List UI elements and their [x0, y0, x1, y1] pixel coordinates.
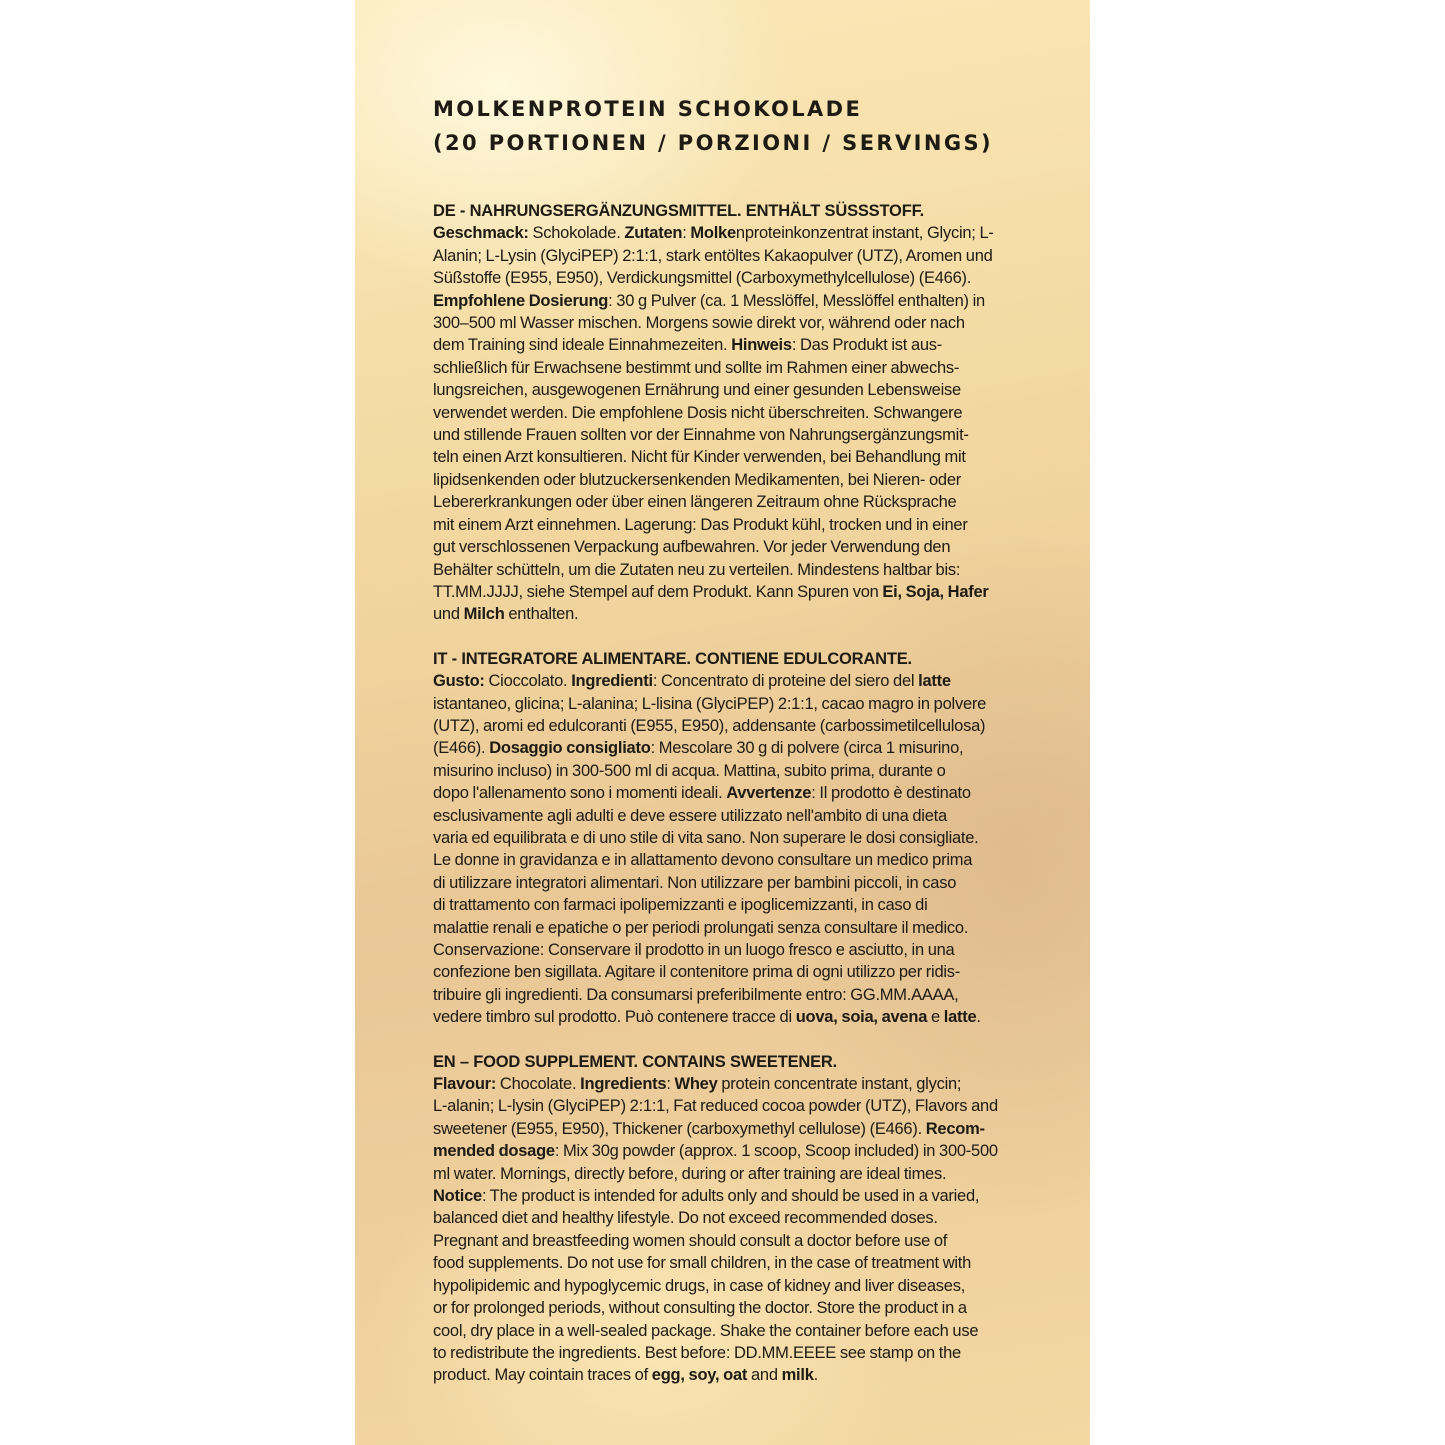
text-line: dopo l'allenamento sono i momenti ideali. Avvertenze: Il prodotto è destinato [433, 784, 971, 803]
label-content [433, 92, 1037, 1409]
section-it-heading: IT - INTEGRATORE ALIMENTARE. CONTIENE EDULCORANTE. [433, 649, 912, 668]
text-line: or for prolonged periods, without consulting the doctor. Store the product in a [433, 1299, 967, 1318]
section-de [433, 200, 1037, 626]
text-line: balanced diet and healthy lifestyle. Do not exceed recommended doses. [433, 1209, 938, 1228]
text-line: tribuire gli ingredienti. Da consumarsi preferibilmente entro: GG.MM.AAAA, [433, 985, 959, 1004]
text-line: di trattamento con farmaci ipolipemizzanti e ipoglicemizzanti, in caso di [433, 896, 928, 915]
text-line: vedere timbro sul prodotto. Può contenere tracce di uova, soia, avena e latte. [433, 1008, 981, 1027]
product-title-line1: MOLKENPROTEIN SCHOKOLADE [433, 97, 863, 121]
text-line: product. May cointain traces of egg, soy, oat and milk. [433, 1366, 818, 1385]
text-line: Süßstoffe (E955, E950), Verdickungsmittel (Carboxymethylcellulose) (E466). [433, 269, 972, 288]
bold-term: Dosaggio consigliato [489, 739, 651, 758]
bold-term: Milch [463, 605, 505, 624]
section-it [433, 648, 1037, 1029]
text-line: Notice: The product is intended for adults only and should be used in a varied, [433, 1187, 980, 1206]
bold-term: Geschmack: [433, 224, 529, 243]
text-line: Pregnant and breastfeeding women should consult a doctor before use of [433, 1231, 948, 1250]
text-line: Alanin; L-Lysin (GlyciPEP) 2:1:1, stark entöltes Kakaopulver (UTZ), Aromen und [433, 246, 993, 265]
text-line: di utilizzare integratori alimentari. Non utilizzare per bambini piccoli, in caso [433, 873, 957, 892]
bold-term: Flavour: [433, 1075, 497, 1094]
bold-term: Avvertenze [726, 784, 812, 803]
section-it-body [433, 670, 1037, 1029]
text-line: verwendet werden. Die empfohlene Dosis nicht überschreiten. Schwangere [433, 403, 963, 422]
bold-term: Zutaten [624, 224, 683, 243]
bold-term: Whey [674, 1075, 718, 1094]
section-en-body [433, 1073, 1037, 1387]
bold-term: milk [781, 1366, 814, 1385]
bold-term: Recom- [925, 1119, 985, 1138]
text-line: und stillende Frauen sollten vor der Einnahme von Nahrungsergänzungsmit- [433, 426, 969, 445]
product-title-line2: (20 PORTIONEN / PORZIONI / SERVINGS) [433, 131, 994, 155]
section-en-heading: EN – FOOD SUPPLEMENT. CONTAINS SWEETENER. [433, 1052, 838, 1071]
text-line: TT.MM.JJJJ, siehe Stempel auf dem Produkt. Kann Spuren von Ei, Soja, Hafer [433, 582, 989, 601]
text-line: Flavour: Chocolate. Ingredients: Whey protein concentrate instant, glycin; [433, 1075, 962, 1094]
bold-term: uova, soia, avena [795, 1008, 928, 1027]
bold-term: Gusto: [433, 672, 485, 691]
bold-term: Ingredients [580, 1075, 667, 1094]
text-line: Empfohlene Dosierung: 30 g Pulver (ca. 1 Messlöffel, Messlöffel enthalten) in [433, 291, 985, 310]
text-line: malattie renali e epatiche o per periodi prolungati senza consultare il medico. [433, 918, 969, 937]
bold-term: mended dosage [433, 1142, 555, 1161]
product-title [433, 92, 1037, 160]
text-line: lipidsenkenden oder blutzuckersenkenden Medikamenten, bei Nieren- oder [433, 470, 962, 489]
text-line: Conservazione: Conservare il prodotto in un luogo fresco e asciutto, in una [433, 941, 955, 959]
text-line: Lebererkrankungen oder über einen längeren Zeitraum ohne Rücksprache [433, 493, 957, 512]
text-line: sweetener (E955, E950), Thickener (carboxymethyl cellulose) (E466). Recom- [433, 1119, 985, 1138]
text-line: (E466). Dosaggio consigliato: Mescolare 30 g di polvere (circa 1 misurino, [433, 739, 964, 758]
text-line: confezione ben sigillata. Agitare il contenitore prima di ogni utilizzo per ridis- [433, 963, 961, 982]
text-line: cool, dry place in a well-sealed package. Shake the container before each use [433, 1321, 979, 1340]
bold-term: Hinweis [731, 336, 792, 355]
text-line: schließlich für Erwachsene bestimmt und sollte im Rahmen einer abwechs- [433, 358, 960, 377]
text-line: Gusto: Cioccolato. Ingredienti: Concentrato di proteine del siero del latte [433, 672, 951, 691]
label-panel [355, 0, 1090, 1445]
text-line: esclusivamente agli adulti e deve essere utilizzato nell'ambito di una dieta [433, 806, 947, 825]
bold-term: latte [943, 1008, 977, 1027]
text-line: teln einen Arzt konsultieren. Nicht für Kinder verwenden, bei Behandlung mit [433, 448, 966, 467]
text-line: Behälter schütteln, um die Zutaten neu zu verteilen. Mindestens haltbar bis: [433, 560, 961, 579]
text-line: ml water. Mornings, directly before, during or after training are ideal times. [433, 1164, 947, 1183]
bold-term: Notice [433, 1187, 482, 1206]
text-line: hypolipidemic and hypoglycemic drugs, in case of kidney and liver diseases, [433, 1276, 966, 1295]
text-line: lungsreichen, ausgewogenen Ernährung und einer gesunden Lebensweise [433, 381, 961, 400]
text-line: 300–500 ml Wasser mischen. Morgens sowie direkt vor, während oder nach [433, 314, 965, 333]
text-line: (UTZ), aromi ed edulcoranti (E955, E950), addensante (carbossimetilcellulosa) [433, 716, 986, 735]
bold-term: Empfohlene Dosierung [433, 291, 609, 310]
section-de-body [433, 222, 1037, 625]
bold-term: egg, soy, oat [651, 1366, 748, 1385]
bold-term: Molke [690, 224, 736, 243]
bold-term: latte [918, 672, 951, 691]
text-line: dem Training sind ideale Einnahmezeiten. Hinweis: Das Produkt ist aus- [433, 336, 943, 355]
text-line: Le donne in gravidanza e in allattamento devono consultare un medico prima [433, 851, 973, 870]
text-line: to redistribute the ingredients. Best before: DD.MM.EEEE see stamp on the [433, 1343, 961, 1362]
section-en [433, 1051, 1037, 1387]
bold-term: Ei, Soja, Hafer [882, 582, 989, 601]
section-de-heading: DE - NAHRUNGSERGÄNZUNGSMITTEL. ENTHÄLT SÜSSSTOFF. [433, 202, 925, 220]
text-line: mended dosage: Mix 30g powder (approx. 1 scoop, Scoop included) in 300-500 [433, 1142, 998, 1161]
text-line: varia ed equilibrata e di uno stile di vita sano. Non superare le dosi consigliate. [433, 828, 979, 847]
text-line: food supplements. Do not use for small children, in the case of treatment with [433, 1254, 972, 1273]
bold-term: Ingredienti [571, 672, 653, 691]
text-line: und Milch enthalten. [433, 605, 579, 624]
text-line: misurino incluso) in 300-500 ml di acqua. Mattina, subito prima, durante o [433, 761, 946, 780]
text-line: mit einem Arzt einnehmen. Lagerung: Das Produkt kühl, trocken und in einer [433, 515, 968, 534]
text-line: Geschmack: Schokolade. Zutaten: Molkenproteinkonzentrat instant, Glycin; L- [433, 224, 994, 243]
text-line: istantaneo, glicina; L-alanina; L-lisina (GlyciPEP) 2:1:1, cacao magro in polvere [433, 694, 987, 713]
text-line: gut verschlossenen Verpackung aufbewahren. Vor jeder Verwendung den [433, 538, 951, 557]
text-line: L-alanin; L-lysin (GlyciPEP) 2:1:1, Fat reduced cocoa powder (UTZ), Flavors and [433, 1097, 998, 1116]
